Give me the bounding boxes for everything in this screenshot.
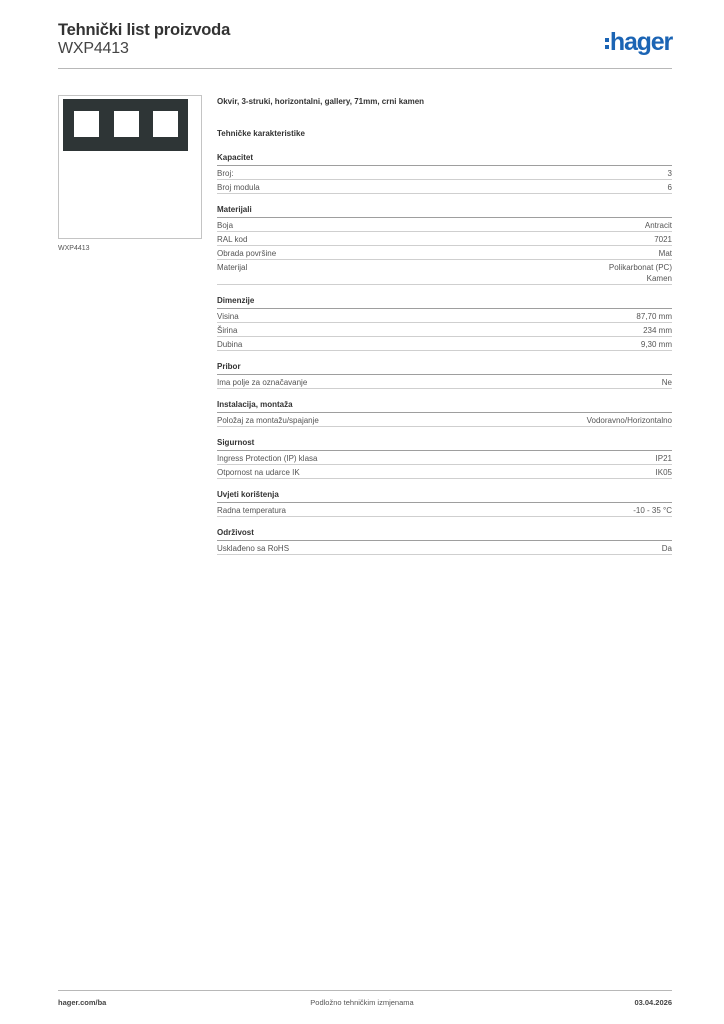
spec-value-line: IP21 [655, 454, 672, 463]
spec-row [217, 465, 672, 479]
document-header [58, 21, 672, 69]
footer-date: 03.04.2026 [634, 998, 672, 1007]
spec-value [654, 234, 672, 245]
spec-row [217, 337, 672, 351]
spec-value [656, 453, 672, 464]
spec-group-title: Dimenzije [217, 296, 255, 305]
spec-value [643, 325, 672, 336]
spec-row [217, 541, 672, 555]
spec-group-title: Instalacija, montaža [217, 400, 293, 409]
spec-value-line: 7021 [654, 235, 672, 244]
spec-row [217, 451, 672, 465]
spec-group [217, 296, 672, 351]
spec-value-line: Antracit [644, 221, 672, 230]
product-image [58, 95, 202, 239]
spec-value [645, 220, 672, 231]
frame-opening [74, 111, 99, 137]
spec-group-spacer [217, 194, 672, 205]
spec-group-spacer [217, 479, 672, 490]
spec-value-line: 9,30 mm [640, 340, 672, 349]
spec-value-line: Ne [661, 378, 672, 387]
spec-label: Položaj za montažu/spajanje [217, 416, 319, 425]
spec-group [217, 528, 672, 555]
spec-value-line: Kamen [646, 274, 672, 283]
spec-label: Dubina [217, 340, 243, 349]
spec-group-title: Održivost [217, 528, 254, 537]
spec-label: Boja [217, 221, 234, 230]
header-divider [58, 68, 672, 69]
spec-value [662, 543, 672, 554]
product-description: Okvir, 3-struki, horizontalni, gallery, 71mm, crni kamen [217, 97, 425, 106]
spec-row [217, 180, 672, 194]
spec-row [217, 323, 672, 337]
spec-row [217, 375, 672, 389]
spec-label: Radna temperatura [217, 506, 286, 515]
spec-value-line: 3 [667, 169, 672, 178]
document-title: Tehnički list proizvoda [58, 21, 231, 39]
spec-value [609, 262, 672, 284]
spec-value-line: Polikarbonat (PC) [608, 263, 672, 272]
spec-row [217, 309, 672, 323]
spec-value-line: 87,70 mm [636, 312, 672, 321]
spec-value-line: Vodoravno/Horizontalno [586, 416, 672, 425]
frame-opening [114, 111, 139, 137]
spec-group-spacer [217, 351, 672, 362]
spec-group-title: Kapacitet [217, 153, 254, 162]
spec-value-line: -10 - 35 °C [633, 506, 672, 515]
spec-value-line: Mat [658, 249, 672, 258]
spec-row [217, 260, 672, 285]
product-code: WXP4413 [58, 40, 129, 57]
spec-value-line: Da [661, 544, 672, 553]
frame-illustration [63, 99, 188, 151]
spec-row [217, 413, 672, 427]
specifications [217, 97, 672, 566]
spec-row [217, 503, 672, 517]
spec-label: Broj: [217, 169, 234, 178]
spec-value [636, 311, 672, 322]
spec-value [633, 505, 672, 516]
spec-label: Ima polje za označavanje [217, 378, 308, 387]
spec-group-spacer [217, 427, 672, 438]
logo-text: hager [609, 27, 672, 56]
spec-row [217, 232, 672, 246]
spec-label: Materijal [217, 263, 248, 272]
spec-value [659, 248, 672, 259]
hager-logo [605, 27, 672, 57]
footer-divider [58, 990, 672, 991]
spec-group-title: Sigurnost [217, 438, 255, 447]
image-caption: WXP4413 [58, 245, 90, 252]
spec-value [662, 377, 672, 388]
spec-label: Otpornost na udarce IK [217, 468, 300, 477]
spec-value [656, 467, 672, 478]
spec-group [217, 205, 672, 285]
spec-group-spacer [217, 285, 672, 296]
spec-label: Ingress Protection (IP) klasa [217, 454, 318, 463]
spec-value-line: 234 mm [643, 326, 672, 335]
spec-row [217, 246, 672, 260]
spec-value [641, 339, 672, 350]
spec-label: Visina [217, 312, 239, 321]
section-heading: Tehničke karakteristike [217, 129, 305, 138]
spec-group [217, 362, 672, 389]
spec-label: Širina [217, 326, 238, 335]
spec-row [217, 166, 672, 180]
spec-value [668, 168, 672, 179]
spec-group-spacer [217, 517, 672, 528]
spec-group [217, 490, 672, 517]
spec-label: Obrada površine [217, 249, 277, 258]
spec-label: Broj modula [217, 183, 260, 192]
spec-group [217, 400, 672, 427]
spec-group-spacer [217, 389, 672, 400]
spec-group-title: Uvjeti korištenja [217, 490, 279, 499]
footer-website[interactable]: hager.com/ba [58, 998, 107, 1007]
spec-value [587, 415, 672, 426]
logo-colon-icon [605, 38, 609, 49]
spec-value-line: IK05 [655, 468, 672, 477]
spec-groups [217, 153, 672, 566]
spec-row [217, 218, 672, 232]
spec-label: RAL kod [217, 235, 248, 244]
spec-group-title: Materijali [217, 205, 252, 214]
spec-group-spacer [217, 555, 672, 566]
spec-label: Usklađeno sa RoHS [217, 544, 290, 553]
spec-value-line: 6 [667, 183, 672, 192]
spec-group-title: Pribor [217, 362, 241, 371]
frame-opening [153, 111, 178, 137]
spec-group [217, 438, 672, 479]
footer-note: Podložno tehničkim izmjenama [310, 998, 414, 1007]
spec-group [217, 153, 672, 194]
spec-value [668, 182, 672, 193]
